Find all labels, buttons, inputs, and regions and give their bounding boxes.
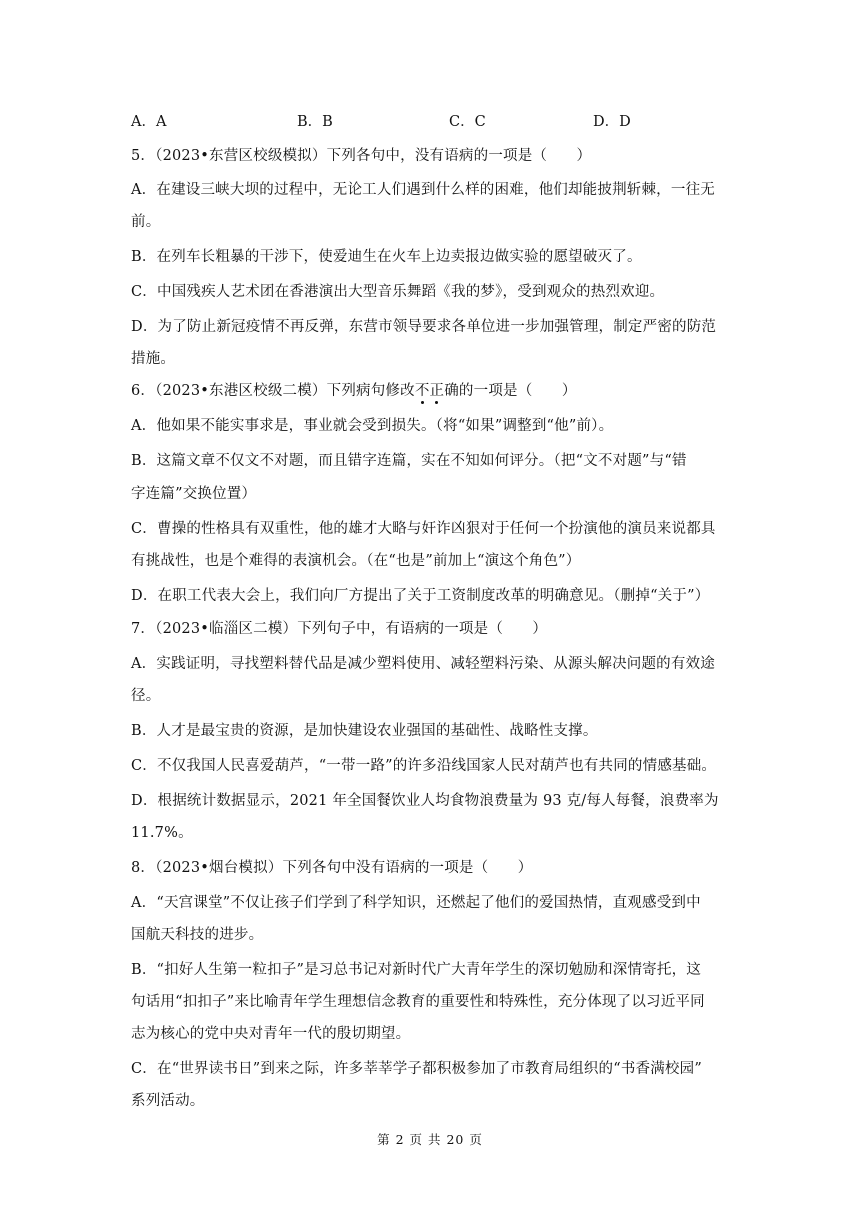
- question-8-option-b-cont: 志为核心的党中央对青年一代的殷切期望。: [131, 1026, 411, 1042]
- question-6-option-d: D．在职工代表大会上，我们向厂方提出了关于工资制度改革的明确意见。（删掉“关于”）: [131, 588, 710, 604]
- question-8-option-c: C．在“世界读书日”到来之际，许多莘莘学子都积极参加了市教育局组织的“书香满校园”: [131, 1061, 702, 1077]
- option-c: C．C: [449, 114, 486, 130]
- question-6-stem: [131, 382, 577, 400]
- question-7-option-d-cont: 11.7%。: [131, 825, 193, 841]
- question-8-option-b-cont: 句话用“扣扣子”来比喻青年学生理想信念教育的重要性和特殊性，充分体现了以习近平同: [131, 994, 705, 1010]
- question-8-option-a: A．“天宫课堂”不仅让孩子们学到了科学知识，还燃起了他们的爱国热情，直观感受到中: [131, 895, 701, 911]
- page-footer: 第 2 页 共 20 页: [377, 1132, 483, 1147]
- question-8-option-c-cont: 系列活动。: [131, 1093, 205, 1109]
- emphasis-dot-char: 不: [414, 383, 430, 399]
- option-b: B．B: [297, 114, 333, 130]
- question-5-option-d-cont: 措施。: [131, 351, 176, 367]
- question-6-option-b: B．这篇文章不仅文不对题，而且错字连篇，实在不知如何评分。（把“文不对题”与“错: [131, 453, 687, 469]
- question-6-option-a: A．他如果不能实事求是，事业就会受到损失。（将“如果”调整到“他”前）。: [131, 418, 614, 434]
- question-7-stem: 7．（2023•临淄区二模）下列句子中，有语病的一项是（ ）: [131, 621, 548, 637]
- question-5-option-a-cont: 前。: [131, 214, 161, 230]
- question-8-stem: 8．（2023•烟台模拟）下列各句中没有语病的一项是（ ）: [131, 860, 533, 876]
- question-6-option-b-cont: 字连篇”交换位置）: [131, 486, 257, 502]
- question-8-option-a-cont: 国航天科技的进步。: [131, 927, 264, 943]
- option-a: A．A: [131, 114, 167, 130]
- question-5-option-c: C．中国残疾人艺术团在香港演出大型音乐舞蹈《我的梦》，受到观众的热烈欢迎。: [131, 284, 665, 300]
- question-6-option-c: C．曹操的性格具有双重性，他的雄才大略与奸诈凶狠对于任何一个扮演他的演员来说都具: [131, 521, 716, 537]
- question-7-option-c: C．不仅我国人民喜爱葫芦，“一带一路”的许多沿线国家人民对葫芦也有共同的情感基础。: [131, 758, 717, 774]
- emphasis-dot-char: 正: [429, 383, 445, 399]
- question-8-option-b: B．“扣好人生第一粒扣子”是习总书记对新时代广大青年学生的深切勉励和深情寄托，这: [131, 962, 701, 978]
- question-5-option-b: B．在列车长粗暴的干涉下，使爱迪生在火车上边卖报边做实验的愿望破灭了。: [131, 249, 642, 265]
- question-6-stem-start: 6．（2023•东港区校级二模）下列病句修改: [131, 383, 415, 399]
- question-5-stem: 5．（2023•东营区校级模拟）下列各句中，没有语病的一项是（ ）: [131, 148, 592, 164]
- question-7-option-a-cont: 径。: [131, 688, 161, 704]
- question-7-option-b: B．人才是最宝贵的资源，是加快建设农业强国的基础性、战略性支撑。: [131, 723, 598, 739]
- question-7-option-a: A．实践证明，寻找塑料替代品是减少塑料使用、减轻塑料污染、从源头解决问题的有效途: [131, 656, 715, 672]
- question-5-option-d: D．为了防止新冠疫情不再反弹，东营市领导要求各单位进一步加强管理，制定严密的防范: [131, 319, 717, 335]
- question-6-stem-end: 确的一项是（ ）: [444, 383, 577, 399]
- question-6-option-c-cont: 有挑战性，也是个难得的表演机会。（在“也是”前加上“演这个角色”）: [131, 553, 581, 569]
- question-7-option-d: D．根据统计数据显示，2021 年全国餐饮业人均食物浪费量为 93 克/每人每餐，浪费率为: [131, 793, 719, 809]
- option-d: D．D: [593, 114, 631, 130]
- question-5-option-a: A．在建设三峡大坝的过程中，无论工人们遇到什么样的困难，他们却能披荆斩棘，一往无: [131, 182, 715, 198]
